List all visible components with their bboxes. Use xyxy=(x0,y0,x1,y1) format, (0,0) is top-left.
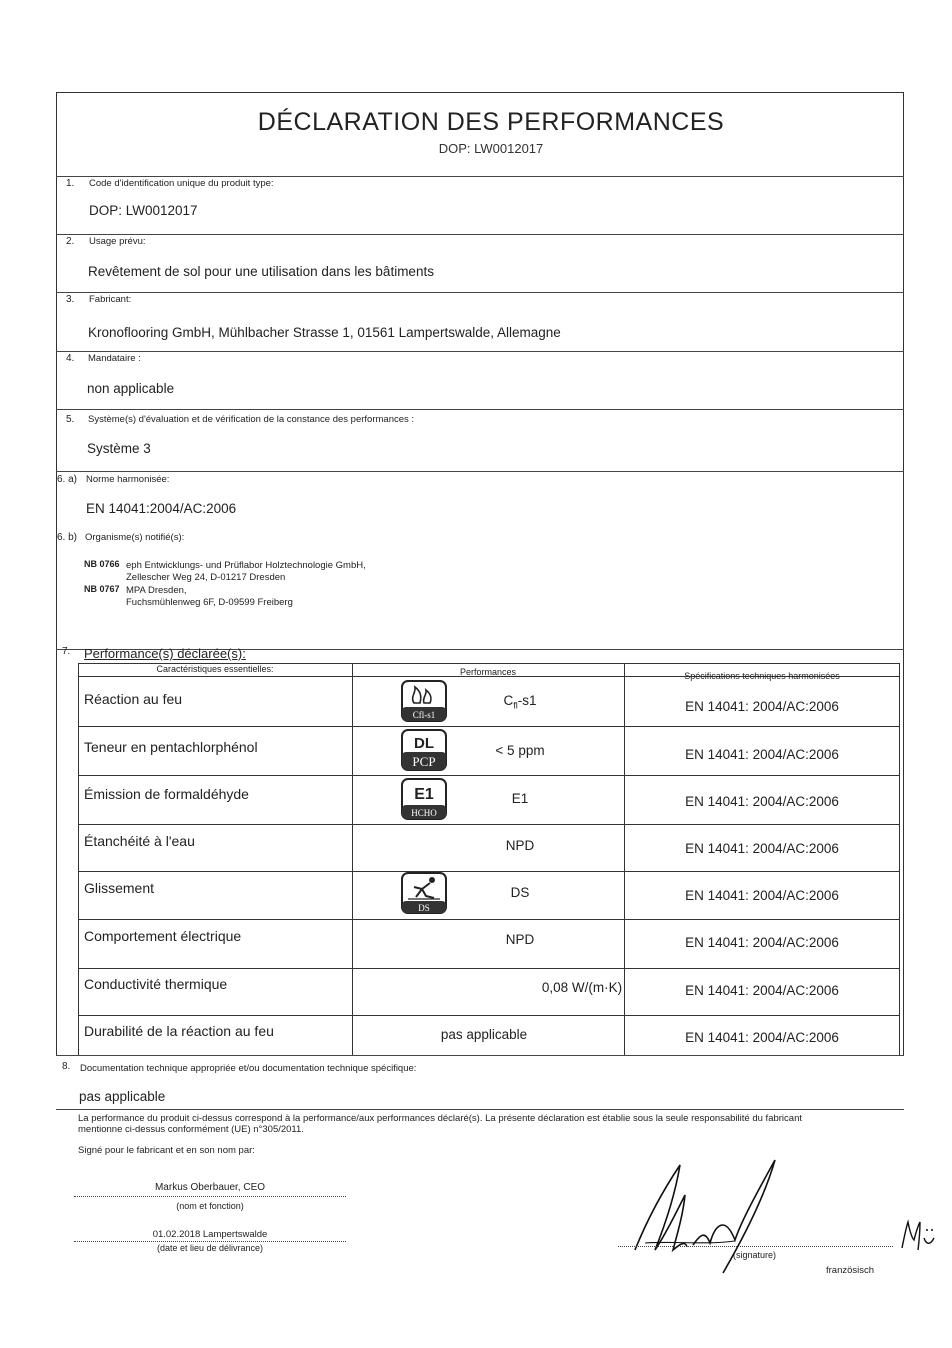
performance-cell xyxy=(470,693,570,711)
section-value: non applicable xyxy=(87,381,175,396)
language-tag: französisch xyxy=(826,1265,875,1276)
signature-line xyxy=(618,1246,893,1247)
spec-cell: EN 14041: 2004/AC:2006 xyxy=(685,1030,839,1045)
signer-name: Markus Oberbauer, CEO xyxy=(154,1182,266,1193)
table-header: Performances xyxy=(459,667,517,677)
signed-for-label: Signé pour le fabricant et en son nom par: xyxy=(78,1145,255,1156)
notified-body-line: Zellescher Weg 24, D-01217 Dresden xyxy=(126,572,286,583)
section-label: Mandataire : xyxy=(88,353,141,364)
e1-hcho-icon xyxy=(400,777,448,821)
characteristic-cell: Émission de formaldéhyde xyxy=(84,786,249,802)
section-label: Organisme(s) notifié(s): xyxy=(85,532,185,543)
spec-cell: EN 14041: 2004/AC:2006 xyxy=(685,841,839,856)
section-value: Système 3 xyxy=(87,441,151,456)
performance-cell: < 5 ppm xyxy=(495,743,545,758)
svg-text:Cfl-s1: Cfl-s1 xyxy=(412,710,436,720)
table-border xyxy=(78,824,900,825)
section-label: Documentation technique appropriée et/ou documentation technique spécifique: xyxy=(80,1063,417,1074)
performance-subscript: fl xyxy=(513,700,518,711)
section-value: EN 14041:2004/AC:2006 xyxy=(86,501,237,516)
notified-body-line: eph Entwicklungs- und Prüflabor Holztechnologie GmbH, xyxy=(126,560,366,571)
margin-initials xyxy=(898,1218,940,1256)
svg-text:DS: DS xyxy=(418,903,430,913)
table-border xyxy=(78,726,900,727)
spec-cell: EN 14041: 2004/AC:2006 xyxy=(685,983,839,998)
performance-title: Performance(s) déclarée(s): xyxy=(84,646,246,661)
performance-table xyxy=(78,663,900,1055)
signer-caption: (nom et fonction) xyxy=(176,1201,244,1211)
notified-body-code: NB 0767 xyxy=(84,584,120,594)
separator xyxy=(56,409,904,410)
table-border xyxy=(78,871,900,872)
dl-pcp-icon xyxy=(400,728,448,772)
statement-line: La performance du produit ci-dessus correspond à la performance/aux performances déclaré(s). La présente déclaration est établie sous la seule responsabilité du fabricant xyxy=(78,1113,802,1124)
section-label: Code d'identification unique du produit type: xyxy=(89,178,274,189)
section-value: DOP: LW0012017 xyxy=(89,203,198,218)
separator xyxy=(56,176,904,177)
performance-cell: NPD xyxy=(505,838,535,853)
characteristic-cell: Réaction au feu xyxy=(84,691,183,707)
section-number: 8. xyxy=(62,1061,71,1072)
section-number: 1. xyxy=(66,178,75,189)
date-line xyxy=(74,1241,346,1242)
table-header: Spécifications techniques harmonisées xyxy=(684,671,840,681)
section-number: 6. b) xyxy=(57,532,78,543)
notified-body-line: Fuchsmühlenweg 6F, D-09599 Freiberg xyxy=(126,597,293,608)
svg-text:HCHO: HCHO xyxy=(411,808,437,818)
characteristic-cell: Teneur en pentachlorphénol xyxy=(84,739,258,755)
separator xyxy=(56,471,904,472)
page-subtitle: DOP: LW0012017 xyxy=(438,141,544,156)
separator xyxy=(56,1055,904,1056)
date-caption: (date et lieu de délivrance) xyxy=(156,1243,264,1253)
fire-class-icon xyxy=(400,679,448,723)
spec-cell: EN 14041: 2004/AC:2006 xyxy=(685,699,839,714)
section-number: 3. xyxy=(66,294,75,305)
characteristic-cell: Glissement xyxy=(84,880,155,896)
spec-cell: EN 14041: 2004/AC:2006 xyxy=(685,888,839,903)
section-label: Système(s) d'évaluation et de vérification de la constance des performances : xyxy=(88,414,415,425)
spec-cell: EN 14041: 2004/AC:2006 xyxy=(685,794,839,809)
svg-text:E1: E1 xyxy=(414,786,434,803)
section-number: 2. xyxy=(66,236,75,247)
performance-main: C xyxy=(503,693,514,708)
table-border xyxy=(78,775,900,776)
statement-line: mentionne ci-dessus conformément (UE) n°305/2011. xyxy=(78,1124,304,1135)
svg-text:DL: DL xyxy=(414,735,434,752)
characteristic-cell: Comportement électrique xyxy=(84,928,242,944)
notified-body-code: NB 0766 xyxy=(84,559,120,569)
performance-suffix: -s1 xyxy=(517,693,537,708)
signature-caption: (signature) xyxy=(733,1250,777,1260)
section-number: 4. xyxy=(66,353,75,364)
section-number: 7. xyxy=(62,646,71,657)
signer-line xyxy=(74,1196,346,1197)
separator xyxy=(56,351,904,352)
declaration-statement xyxy=(78,1113,878,1135)
section-label: Usage prévu: xyxy=(89,236,146,247)
section-value: Kronoflooring GmbH, Mühlbacher Strasse 1, 01561 Lampertswalde, Allemagne xyxy=(88,325,561,340)
spec-cell: EN 14041: 2004/AC:2006 xyxy=(685,935,839,950)
separator xyxy=(56,1109,904,1110)
characteristic-cell: Étanchéité à l'eau xyxy=(84,833,195,849)
performance-cell: 0,08 W/(m·K) xyxy=(541,980,623,995)
page-title: DÉCLARATION DES PERFORMANCES xyxy=(257,108,725,136)
table-border xyxy=(78,919,900,920)
performance-cell: DS xyxy=(510,885,530,900)
table-border xyxy=(78,663,79,1055)
performance-cell: NPD xyxy=(505,932,535,947)
table-header: Caractéristiques essentielles: xyxy=(156,664,274,674)
separator xyxy=(56,234,904,235)
characteristic-cell: Durabilité de la réaction au feu xyxy=(84,1023,274,1039)
section-value: Revêtement de sol pour une utilisation dans les bâtiments xyxy=(88,264,434,279)
section-number: 5. xyxy=(66,414,75,425)
spec-cell: EN 14041: 2004/AC:2006 xyxy=(685,747,839,762)
table-border xyxy=(78,1015,900,1016)
performance-cell: E1 xyxy=(511,791,529,806)
performance-cell: pas applicable xyxy=(440,1027,528,1042)
table-border xyxy=(352,663,353,1055)
table-border xyxy=(78,968,900,969)
notified-body-address xyxy=(126,560,366,584)
separator xyxy=(56,292,904,293)
section-label: Fabricant: xyxy=(89,294,132,305)
date-place: 01.02.2018 Lampertswalde xyxy=(152,1229,268,1240)
notified-body-line: MPA Dresden, xyxy=(126,585,187,596)
slip-icon xyxy=(400,871,448,915)
characteristic-cell: Conductivité thermique xyxy=(84,976,228,992)
section-value: pas applicable xyxy=(79,1089,166,1104)
notified-body-address xyxy=(126,585,293,609)
section-number: 6. a) xyxy=(57,474,78,485)
section-label: Norme harmonisée: xyxy=(86,474,170,485)
svg-text:PCP: PCP xyxy=(412,754,436,769)
